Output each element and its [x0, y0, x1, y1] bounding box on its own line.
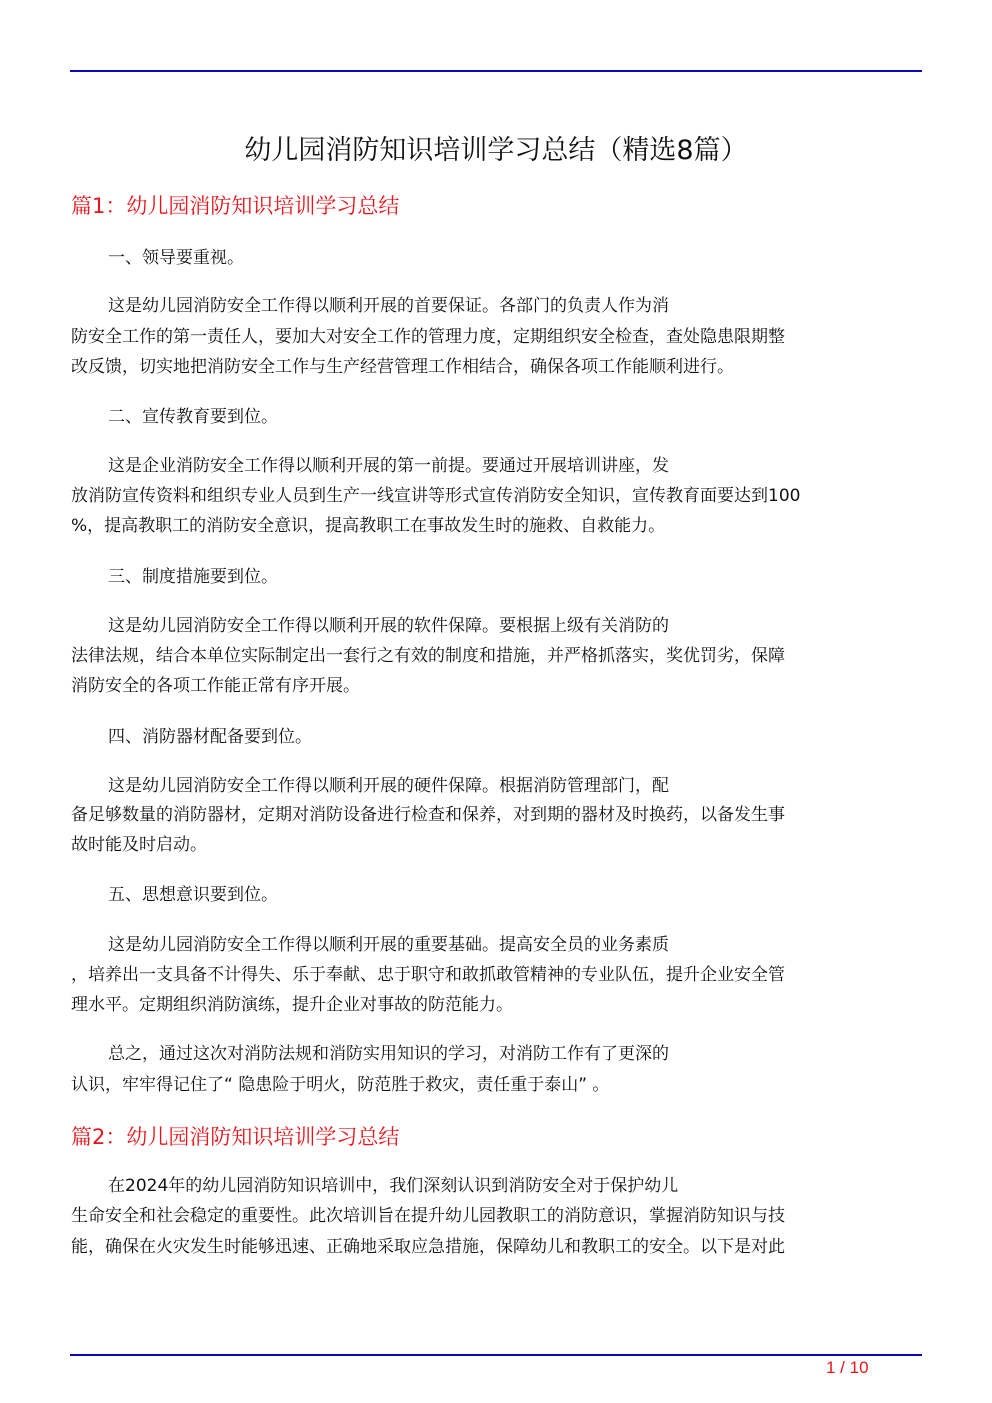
paragraph-line: ，培养出一支具备不计得失、乐于奉献、忠于职守和敢抓敢管精神的专业队伍，提升企业安全管 [71, 965, 785, 985]
paragraph-line: 一、领导要重视。 [108, 248, 244, 268]
paragraph-line: 在2024年的幼儿园消防知识培训中，我们深刻认识到消防安全对于保护幼儿 [108, 1176, 679, 1196]
section-heading: 篇2：幼儿园消防知识培训学习总结 [71, 1125, 400, 1149]
paragraph-line: 五、思想意识要到位。 [108, 885, 278, 905]
paragraph-line: 消防安全的各项工作能正常有序开展。 [71, 676, 360, 696]
paragraph-line: 故时能及时启动。 [71, 835, 207, 855]
paragraph-line: 四、消防器材配备要到位。 [108, 727, 312, 747]
paragraph-line: %，提高教职工的消防安全意识，提高教职工在事故发生时的施救、自救能力。 [71, 516, 666, 536]
paragraph-line: 改反馈，切实地把消防安全工作与生产经营管理工作相结合，确保各项工作能顺利进行。 [71, 357, 734, 377]
paragraph-line: 三、制度措施要到位。 [108, 567, 278, 587]
paragraph-line: 能，确保在火灾发生时能够迅速、正确地采取应急措施，保障幼儿和教职工的安全。以下是对此 [71, 1237, 785, 1257]
paragraph-line: 二、宣传教育要到位。 [108, 407, 278, 427]
paragraph-line: 认识，牢牢得记住了“ 隐患险于明火，防范胜于救灾，责任重于泰山” 。 [71, 1075, 610, 1095]
paragraph-line: 备足够数量的消防器材，定期对消防设备进行检查和保养，对到期的器材及时换药，以备发生事 [71, 805, 785, 825]
paragraph-line: 这是幼儿园消防安全工作得以顺利开展的软件保障。要根据上级有关消防的 [108, 616, 669, 636]
paragraph-line: 生命安全和社会稳定的重要性。此次培训旨在提升幼儿园教职工的消防意识，掌握消防知识与技 [71, 1206, 785, 1226]
paragraph-line: 总之，通过这次对消防法规和消防实用知识的学习，对消防工作有了更深的 [108, 1044, 669, 1064]
paragraph-line: 这是幼儿园消防安全工作得以顺利开展的硬件保障。根据消防管理部门，配 [108, 776, 669, 796]
document-title: 幼儿园消防知识培训学习总结（精选8篇） [244, 135, 748, 166]
page-number: 1 / 10 [826, 1358, 869, 1377]
section-heading: 篇1：幼儿园消防知识培训学习总结 [71, 194, 400, 218]
paragraph-line: 放消防宣传资料和组织专业人员到生产一线宣讲等形式宣传消防安全知识，宣传教育面要达到100 [71, 486, 801, 506]
paragraph-line: 理水平。定期组织消防演练，提升企业对事故的防范能力。 [71, 995, 513, 1015]
paragraph-line: 防安全工作的第一责任人，要加大对安全工作的管理力度，定期组织安全检查，查处隐患限期整 [71, 327, 785, 347]
paragraph-line: 法律法规，结合本单位实际制定出一套行之有效的制度和措施，并严格抓落实，奖优罚劣，保障 [71, 646, 785, 666]
header-rule [70, 70, 922, 72]
footer-rule [70, 1354, 922, 1356]
paragraph-line: 这是幼儿园消防安全工作得以顺利开展的重要基础。提高安全员的业务素质 [108, 935, 669, 955]
paragraph-line: 这是企业消防安全工作得以顺利开展的第一前提。要通过开展培训讲座，发 [108, 456, 669, 476]
paragraph-line: 这是幼儿园消防安全工作得以顺利开展的首要保证。各部门的负责人作为消 [108, 296, 669, 316]
